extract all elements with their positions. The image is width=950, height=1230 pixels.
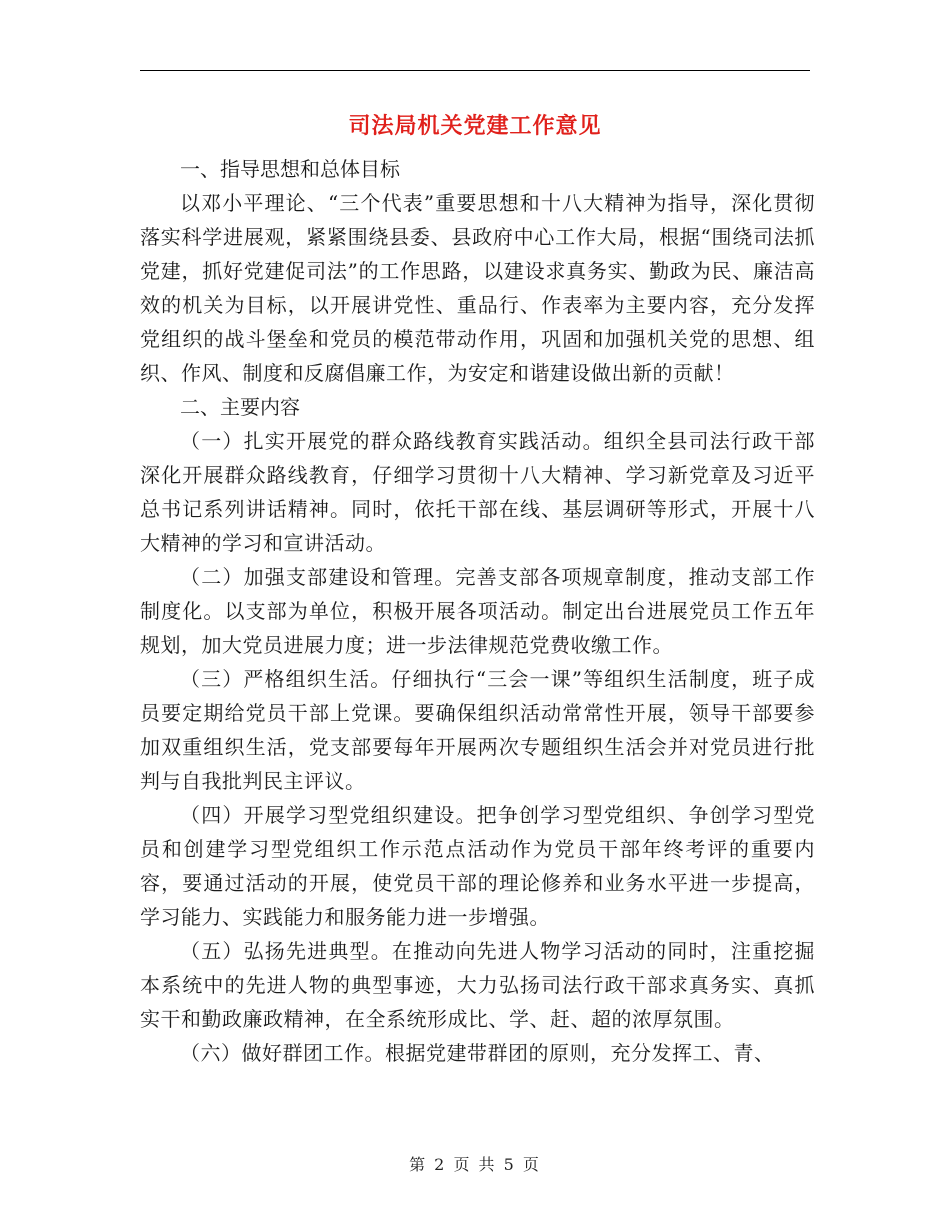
paragraph-item-1: （一）扎实开展党的群众路线教育实践活动。组织全县司法行政干部深化开展群众路线教育，仔细学习贯彻十八大精神、学习新党章及习近平总书记系列讲话精神。同时，依托干部在线、基层调研等形式，开展十八大精神的学习和宣讲活动。 [140, 429, 815, 555]
document-title: 司法局机关党建工作意见 [348, 113, 602, 139]
header-rule [140, 70, 810, 71]
section-heading-1: 一、指导思想和总体目标 [180, 157, 400, 181]
document-body [140, 152, 815, 1070]
paragraph-item-4: （四）开展学习型党组织建设。把争创学习型党组织、争创学习型党员和创建学习型党组织工作示范点活动作为党员干部年终考评的重要内容，要通过活动的开展，使党员干部的理论修养和业务水平进一步提高，学习能力、实践能力和服务能力进一步增强。 [140, 803, 815, 929]
page-number: 第 2 页 共 5 页 [409, 1155, 541, 1174]
section-heading-2: 二、主要内容 [180, 395, 300, 419]
paragraph-item-5: （五）弘扬先进典型。在推动向先进人物学习活动的同时，注重挖掘本系统中的先进人物的典型事迹，大力弘扬司法行政干部求真务实、真抓实干和勤政廉政精神，在全系统形成比、学、赶、超的浓厚氛围。 [140, 939, 815, 1031]
paragraph-guiding-thought: 以邓小平理论、“三个代表”重要思想和十八大精神为指导，深化贯彻落实科学进展观，紧紧围绕县委、县政府中心工作大局，根据“围绕司法抓党建，抓好党建促司法”的工作思路，以建设求真务实、勤政为民、廉洁高效的机关为目标，以开展讲党性、重品行、作表率为主要内容，充分发挥党组织的战斗堡垒和党员的模范带动作用，巩固和加强机关党的思想、组织、作风、制度和反腐倡廉工作，为安定和谐建设做出新的贡献！ [140, 191, 815, 385]
paragraph-item-3: （三）严格组织生活。仔细执行“三会一课”等组织生活制度，班子成员要定期给党员干部上党课。要确保组织活动常常性开展，领导干部要参加双重组织生活，党支部要每年开展两次专题组织生活会并对党员进行批判与自我批判民主评议。 [140, 667, 815, 793]
paragraph-item-2: （二）加强支部建设和管理。完善支部各项规章制度，推动支部工作制度化。以支部为单位，积极开展各项活动。制定出台进展党员工作五年规划，加大党员进展力度；进一步法律规范党费收缴工作。 [140, 565, 815, 657]
paragraph-item-6: （六）做好群团工作。根据党建带群团的原则，充分发挥工、青、 [180, 1041, 775, 1065]
